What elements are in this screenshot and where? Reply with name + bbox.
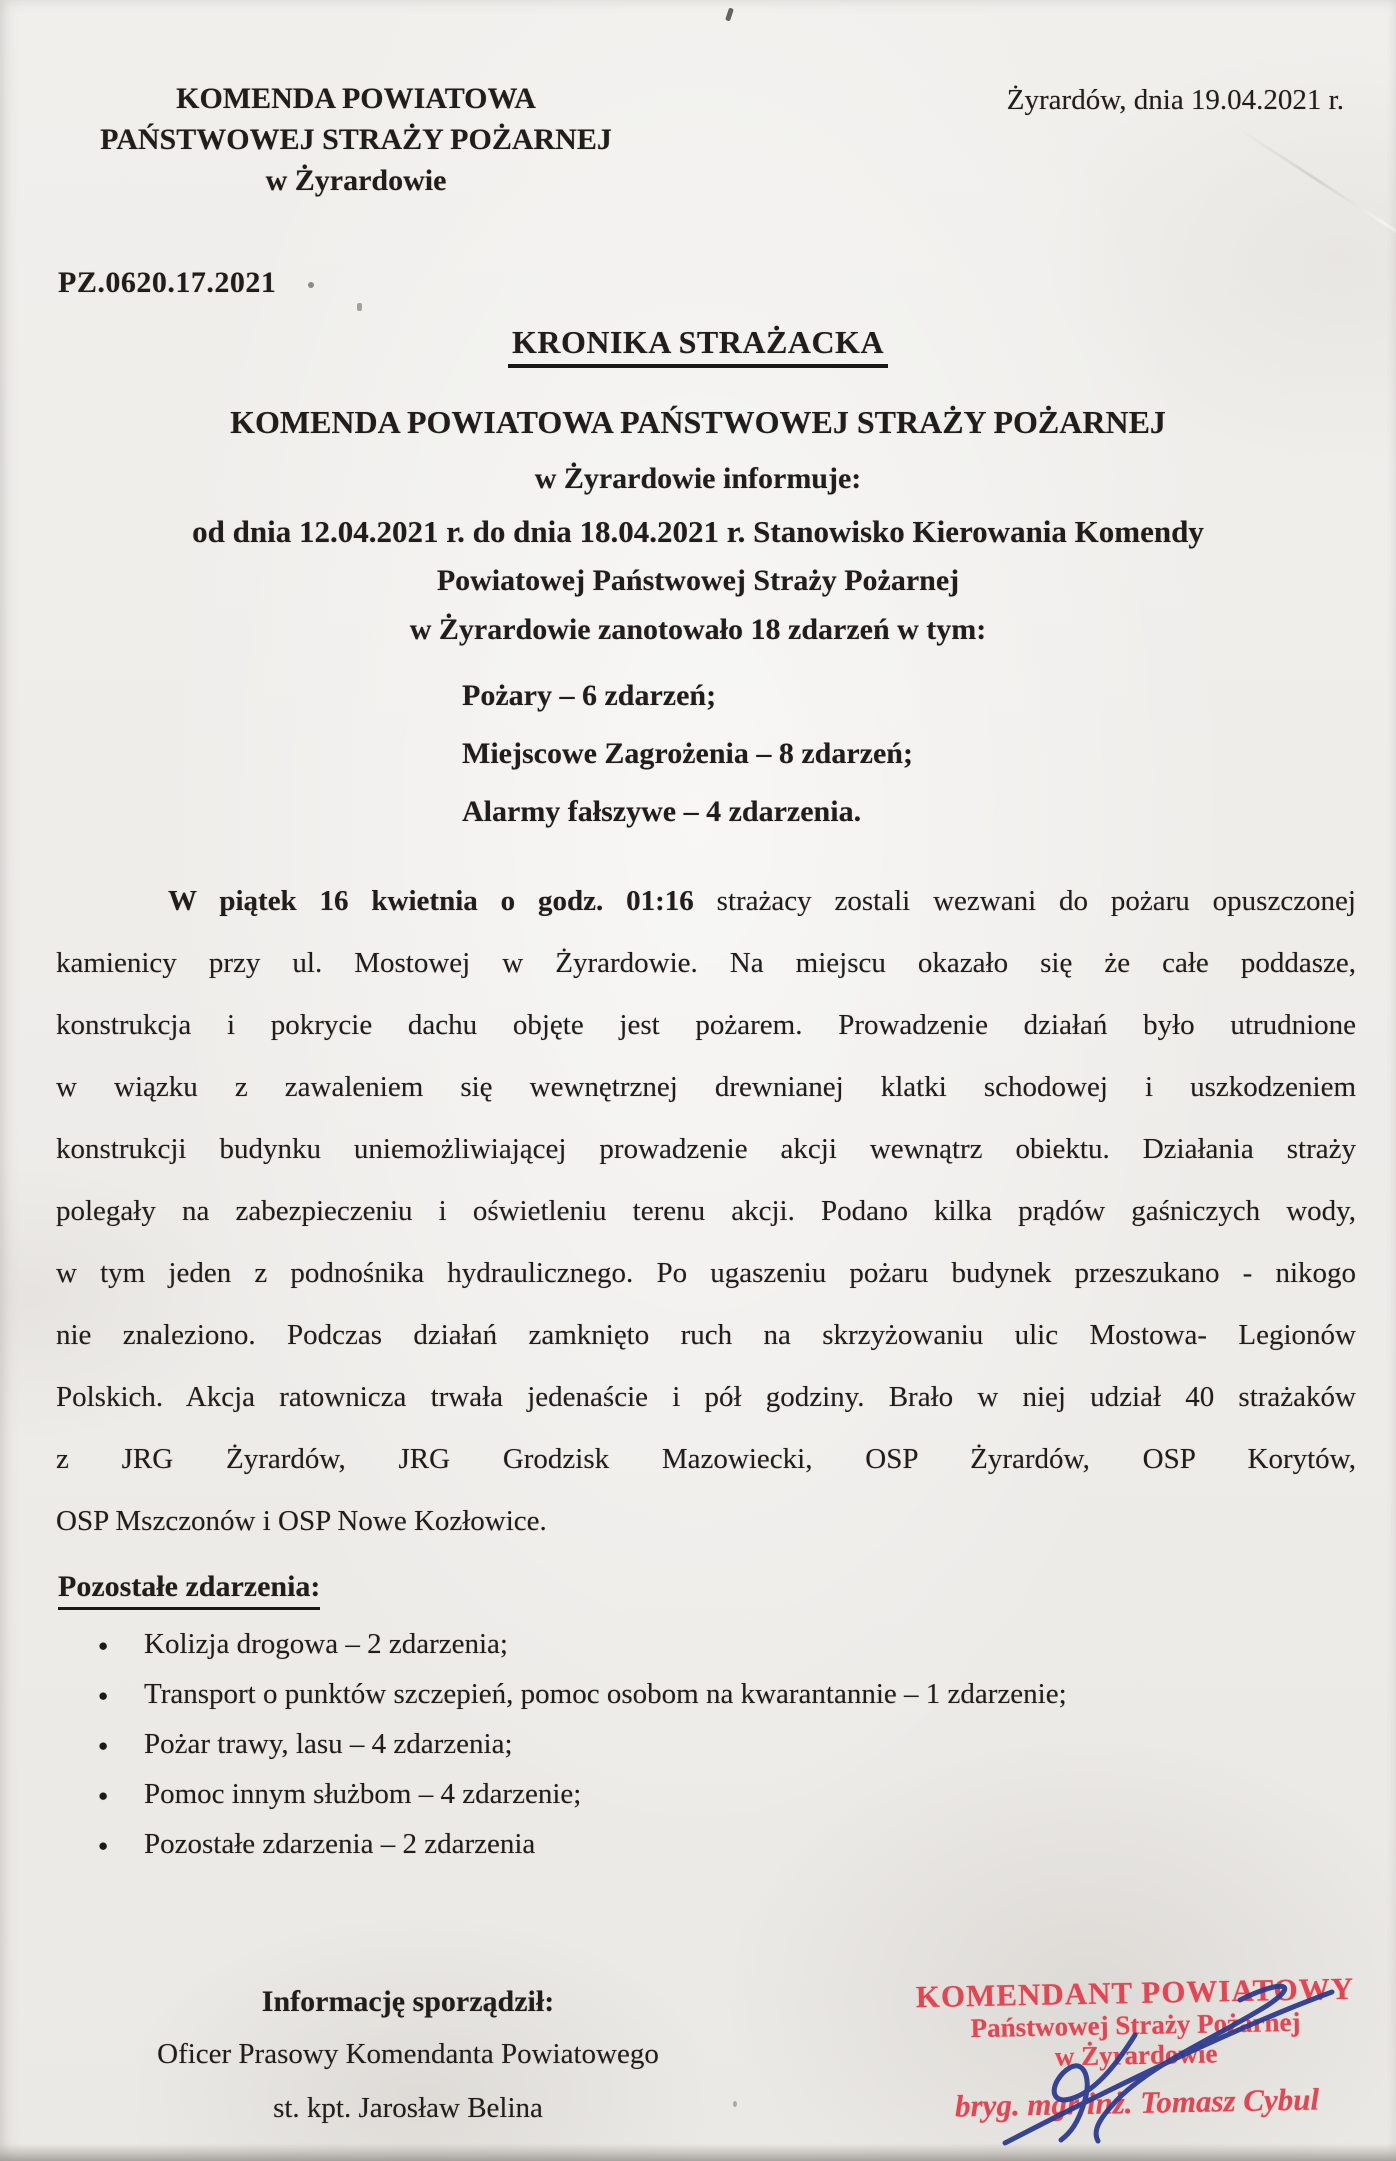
incident-statistics: [462, 674, 913, 848]
report-line: w tym jeden z podnośnika hydraulicznego. Po ugaszeniu pożaru budynek przeszukano - nikogo: [56, 1257, 1356, 1289]
report-line: OSP Mszczonów i OSP Nowe Kozłowice.: [56, 1505, 547, 1537]
intro-line-4: Powiatowej Państwowej Straży Pożarnej: [436, 564, 960, 597]
report-line: [56, 870, 1356, 932]
paper-crease: [1238, 128, 1396, 256]
report-line: konstrukcja i pokrycie dachu objęte jest pożarem. Prowadzenie działań było utrudnione: [56, 1009, 1356, 1041]
stat-false-alarms: Alarmy fałszywe – 4 zdarzenia.: [462, 795, 862, 828]
other-events-list: [58, 1622, 1358, 1872]
scan-speck: [725, 8, 734, 22]
report-line: Polskich. Akcja ratownicza trwała jedenaście i pół godziny. Brało w niej udział 40 strażaków: [56, 1381, 1356, 1413]
scan-speck: [357, 303, 362, 311]
scan-speck: [308, 282, 314, 288]
scan-edge-shadow: [0, 2143, 1396, 2161]
intro-line-5: w Żyrardowie zanotowało 18 zdarzeń w tym:: [409, 613, 987, 646]
report-line: w wiązku z zawaleniem się wewnętrznej drewnianej klatki schodowej i uszkodzeniem: [56, 1071, 1356, 1103]
list-item: ● Kolizja drogowa – 2 zdarzenia;: [58, 1622, 1358, 1666]
place-date-line: Żyrardów, dnia 19.04.2021 r.: [1006, 84, 1344, 116]
report-line: z JRG Żyrardów, JRG Grodzisk Mazowiecki, OSP Żyrardów, OSP Korytów,: [56, 1443, 1356, 1475]
title-row: [0, 324, 1396, 368]
sender-block: [56, 78, 656, 201]
intro-heading-block: [0, 400, 1396, 652]
intro-line-1: KOMENDA POWIATOWA PAŃSTWOWEJ STRAŻY POŻARNEJ: [230, 404, 1166, 440]
report-line: kamienicy przy ul. Mostowej w Żyrardowie. Na miejscu okazało się że całe poddasze,: [56, 947, 1356, 979]
list-item: ● Pomoc innym służbom – 4 zdarzenie;: [58, 1772, 1358, 1816]
report-line: konstrukcji budynku uniemożliwiającej prowadzenie akcji wewnątrz obiektu. Działania straży: [56, 1133, 1356, 1165]
intro-line-3: od dnia 12.04.2021 r. do dnia 18.04.2021 r. Stanowisko Kierowania Komendy: [192, 514, 1204, 549]
report-line: nie znaleziono. Podczas działań zamknięto ruch na skrzyżowaniu ulic Mostowa- Legionów: [56, 1319, 1356, 1351]
list-item: ● Pozostałe zdarzenia – 2 zdarzenia: [58, 1822, 1358, 1866]
stat-fires: Pożary – 6 zdarzeń;: [462, 679, 717, 712]
intro-line-2: w Żyrardowie informuje:: [534, 462, 862, 495]
stamp-signer-name: bryg. mgr inż. Tomasz Cybul: [954, 2081, 1320, 2124]
prepared-by-role: Oficer Prasowy Komendanta Powiatowego: [157, 2038, 659, 2070]
prepared-by-block: [78, 1982, 738, 2142]
list-item: ● Pożar trawy, lasu – 4 zdarzenia;: [58, 1722, 1358, 1766]
sender-line-1: KOMENDA POWIATOWA: [176, 82, 536, 115]
report-paragraph: [56, 870, 1356, 1552]
stat-local-threats: Miejscowe Zagrożenia – 8 zdarzeń;: [462, 737, 913, 770]
scan-speck: [733, 2101, 737, 2107]
prepared-by-name: st. kpt. Jarosław Belina: [273, 2092, 543, 2124]
report-lead-rest: strażacy zostali wezwani do pożaru opuszczonej: [693, 885, 1356, 917]
document-title: KRONIKA STRAŻACKA: [508, 324, 888, 368]
list-item: ● Transport o punktów szczepień, pomoc osobom na kwarantannie – 1 zdarzenie;: [58, 1672, 1358, 1716]
report-lead-bold: W piątek 16 kwietnia o godz. 01:16: [168, 885, 694, 917]
report-line: polegały na zabezpieczeniu i oświetleniu terenu akcji. Podano kilka prądów gaśniczych wody,: [56, 1195, 1356, 1227]
stamp-line-1: KOMENDANT POWIATOWY: [915, 1970, 1355, 2015]
other-events-heading: Pozostałe zdarzenia:: [58, 1570, 320, 1610]
prepared-by-heading: Informację sporządził:: [261, 1985, 555, 2018]
commander-stamp: [895, 1971, 1378, 2124]
reference-number: PZ.0620.17.2021: [58, 266, 277, 299]
sender-line-2: PAŃSTWOWEJ STRAŻY POŻARNEJ: [100, 123, 612, 156]
sender-line-3: w Żyrardowie: [265, 164, 447, 197]
stamp-line-2: Państwowej Straży Pożarnej: [970, 2006, 1301, 2044]
stamp-line-3: w Żyrardowie: [1054, 2038, 1218, 2072]
